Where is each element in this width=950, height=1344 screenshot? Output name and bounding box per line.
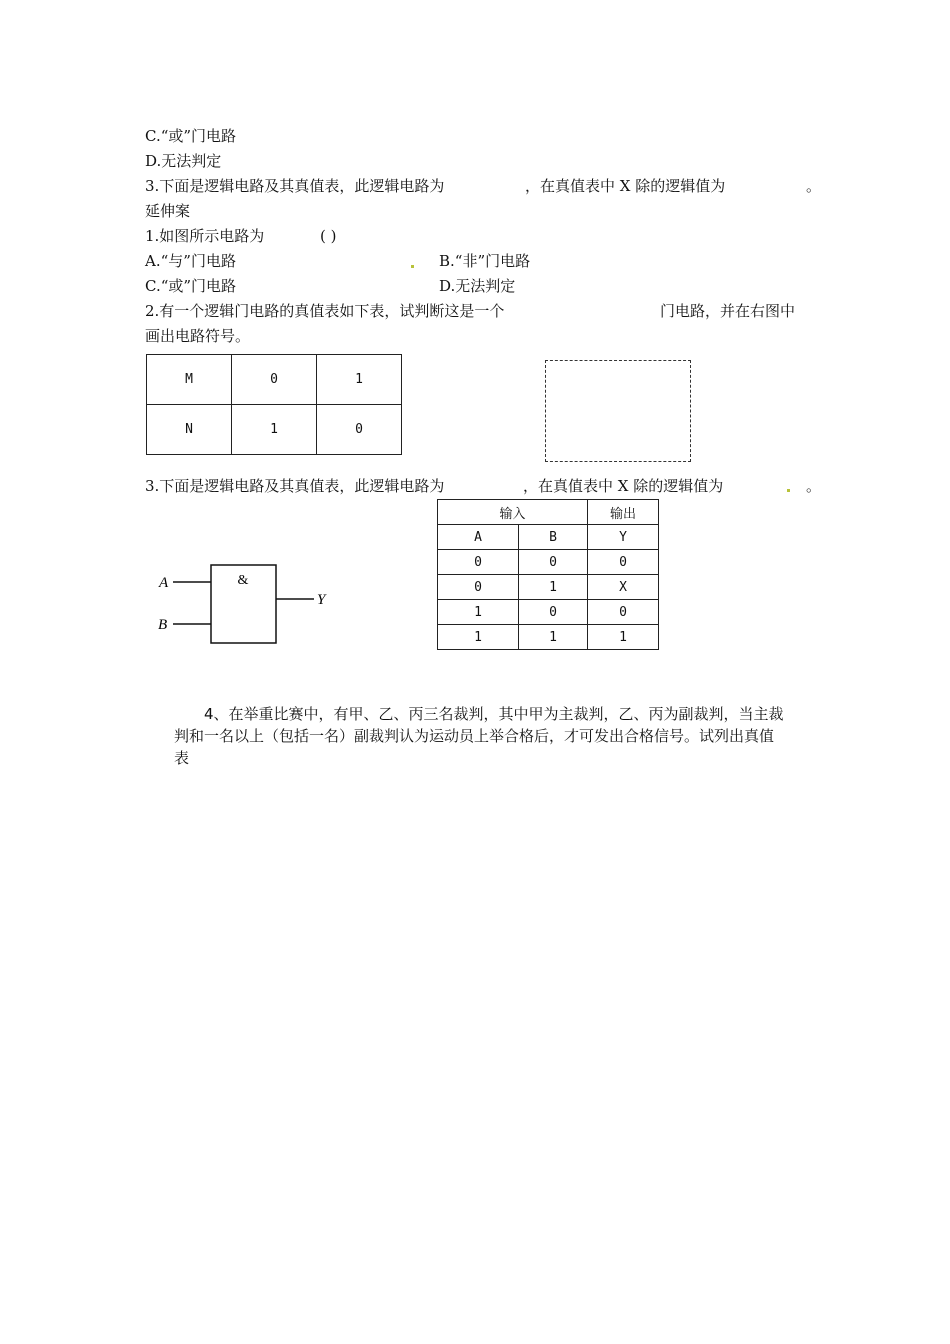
option-b: B.“非”门电路 xyxy=(439,252,531,270)
question-1-text: 1.如图所示电路为 xyxy=(145,227,265,245)
option-d-line: D.无法判定 xyxy=(145,152,222,170)
table-column-row xyxy=(438,525,659,550)
and-gate-diagram xyxy=(150,560,340,650)
table-cell: 0 xyxy=(438,550,519,575)
table-cell: 1 xyxy=(519,625,588,650)
table-cell: 0 xyxy=(232,355,317,405)
column-b: B xyxy=(519,525,588,550)
mark-dot xyxy=(411,265,414,268)
option-c: C.“或”门电路 xyxy=(145,277,237,295)
table-cell: 0 xyxy=(519,550,588,575)
question-3-text: 3.下面是逻辑电路及其真值表，此逻辑电路为 xyxy=(145,177,445,195)
header-input: 输入 xyxy=(438,500,588,525)
table-cell: 0 xyxy=(588,600,659,625)
question-2-text-b: 门电路，并在右图中 xyxy=(660,302,796,320)
table-header-row xyxy=(438,500,659,525)
table-cell: 0 xyxy=(438,575,519,600)
table-row xyxy=(438,550,659,575)
table-cell: 1 xyxy=(438,625,519,650)
section-heading: 延伸案 xyxy=(145,202,191,220)
option-c-line: C.“或”门电路 xyxy=(145,127,237,145)
option-a: A.“与”门电路 xyxy=(145,252,236,270)
question-3b-period: 。 xyxy=(806,477,822,495)
table-row xyxy=(147,405,402,455)
option-d: D.无法判定 xyxy=(439,277,516,295)
table-row xyxy=(438,625,659,650)
header-output: 输出 xyxy=(588,500,659,525)
question-2-text: 2.有一个逻辑门电路的真值表如下表，试判断这是一个 xyxy=(145,302,505,320)
input-b-label: B xyxy=(158,617,168,633)
question-2-text-c: 画出电路符号。 xyxy=(145,327,251,345)
question-4-text: 4、在举重比赛中，有甲、乙、丙三名裁判，其中甲为主裁判，乙、丙为副裁判，当主裁判和一名以上（包括一名）副裁判认为运动员上举合格后，才可发出合格信号。试列出真值表 xyxy=(174,705,784,767)
input-a-label: A xyxy=(159,575,169,591)
question-3-period: 。 xyxy=(806,177,822,195)
column-a: A xyxy=(438,525,519,550)
gate-symbol: & xyxy=(237,573,249,588)
drawing-box xyxy=(545,360,691,462)
table-cell: 1 xyxy=(588,625,659,650)
table-cell: 1 xyxy=(232,405,317,455)
table-row xyxy=(147,355,402,405)
column-y: Y xyxy=(588,525,659,550)
table-row xyxy=(438,600,659,625)
table-cell: 1 xyxy=(438,600,519,625)
table-cell: 1 xyxy=(317,355,402,405)
output-label: Y xyxy=(317,592,326,608)
mark-dot xyxy=(787,489,790,492)
gate-truth-table xyxy=(437,499,659,650)
question-3b-text-b: ，在真值表中 X 除的逻辑值为 xyxy=(523,477,724,495)
table-cell: X xyxy=(588,575,659,600)
table-cell: M xyxy=(147,355,232,405)
table-row xyxy=(438,575,659,600)
mn-truth-table xyxy=(146,354,402,455)
table-cell: 0 xyxy=(588,550,659,575)
table-cell: 0 xyxy=(317,405,402,455)
question-3b-text: 3.下面是逻辑电路及其真值表，此逻辑电路为 xyxy=(145,477,445,495)
table-cell: 1 xyxy=(519,575,588,600)
question-3-text-b: ，在真值表中 X 除的逻辑值为 xyxy=(525,177,726,195)
answer-paren: ( ) xyxy=(320,227,337,245)
table-cell: 0 xyxy=(519,600,588,625)
table-cell: N xyxy=(147,405,232,455)
